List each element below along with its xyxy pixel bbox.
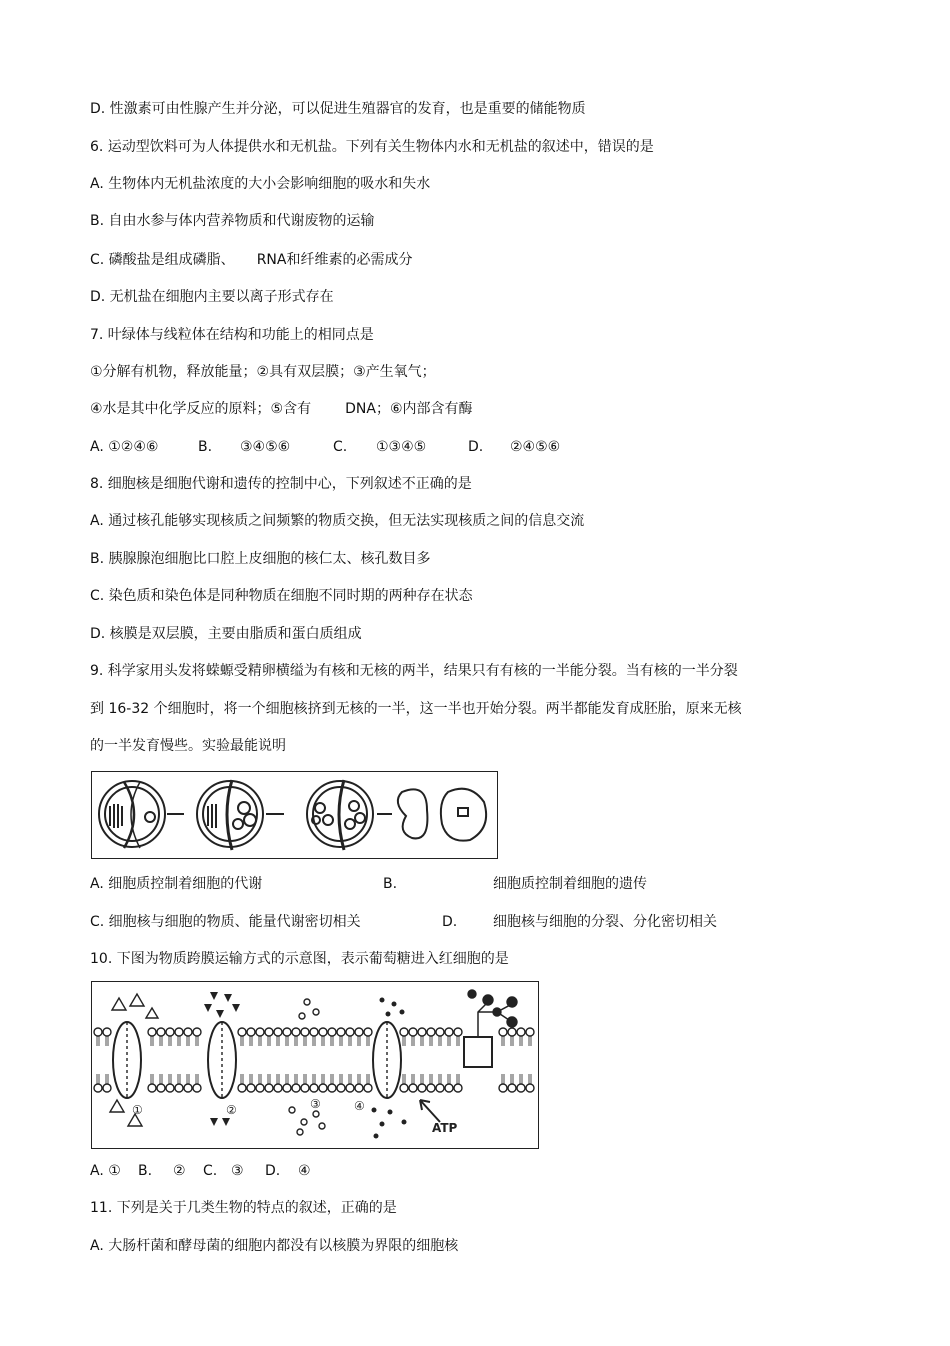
- option-6d: D. 无机盐在细胞内主要以离子形式存在: [90, 289, 334, 305]
- question-9-stem-2: 到 16-32 个细胞时，将一个细胞核挤到无核的一半，这一半也开始分裂。两半都能发育成胚胎，原来无核: [90, 701, 742, 717]
- option-7c: ①③④⑤: [376, 439, 427, 455]
- egg-experiment-figure: [91, 771, 498, 859]
- question-6-stem: 6. 运动型饮料可为人体提供水和无机盐。下列有关生物体内水和无机盐的叙述中，错误的是: [90, 139, 654, 155]
- atp-label: ATP: [432, 1121, 458, 1135]
- option-10b-letter: B.: [138, 1163, 153, 1179]
- label-4: ④: [354, 1099, 365, 1113]
- option-6c: [90, 251, 412, 269]
- question-9-stem-1: 9. 科学家用头发将蝾螈受精卵横缢为有核和无核的两半，结果只有有核的一半能分裂。当有核的一半分裂: [90, 663, 738, 679]
- option-7c-letter: C.: [333, 439, 348, 455]
- option-7d: ②④⑤⑥: [510, 439, 561, 455]
- option-10a: A. ①: [90, 1163, 121, 1179]
- option-8b: B. 胰腺腺泡细胞比口腔上皮细胞的核仁太、核孔数目多: [90, 551, 431, 567]
- option-8d: D. 核膜是双层膜，主要由脂质和蛋白质组成: [90, 626, 362, 642]
- glycoprotein-receptor: [464, 1037, 492, 1067]
- label-3: ③: [310, 1097, 321, 1111]
- option-10b: ②: [173, 1163, 186, 1179]
- option-10d: ④: [298, 1163, 311, 1179]
- option-10c: ③: [231, 1163, 244, 1179]
- membrane-transport-drawing: [92, 982, 538, 1148]
- option-5d: D. 性激素可由性腺产生并分泌，可以促进生殖器官的发育，也是重要的储能物质: [90, 101, 586, 117]
- option-8a: A. 通过核孔能够实现核质之间频繁的物质交换，但无法实现核质之间的信息交流: [90, 513, 585, 529]
- option-9d-letter: D.: [442, 914, 458, 930]
- egg-experiment-drawing: [92, 772, 497, 858]
- option-9c: C. 细胞核与细胞的物质、能量代谢密切相关: [90, 914, 361, 930]
- option-6a: A. 生物体内无机盐浓度的大小会影响细胞的吸水和失水: [90, 176, 431, 192]
- option-7b-letter: B.: [198, 439, 213, 455]
- option-6c-part1: C. 磷酸盐是组成磷脂、: [90, 252, 235, 268]
- option-9b-letter: B.: [383, 876, 398, 892]
- question-7-statements-2a: ④水是其中化学反应的原料；⑤含有: [90, 401, 312, 417]
- option-8c: C. 染色质和染色体是同种物质在细胞不同时期的两种存在状态: [90, 588, 473, 604]
- option-11a: A. 大肠杆菌和酵母菌的细胞内都没有以核膜为界限的细胞核: [90, 1238, 459, 1254]
- question-7-statements-1: ①分解有机物，释放能量；②具有双层膜；③产生氧气；: [90, 364, 436, 380]
- option-6c-part2: RNA和纤维素的必需成分: [256, 252, 413, 268]
- label-2: ②: [226, 1103, 237, 1117]
- option-7b: ③④⑤⑥: [240, 439, 291, 455]
- question-8-stem: 8. 细胞核是细胞代谢和遗传的控制中心，下列叙述不正确的是: [90, 476, 472, 492]
- question-11-stem: 11. 下列是关于几类生物的特点的叙述，正确的是: [90, 1200, 397, 1216]
- option-10d-letter: D.: [265, 1163, 281, 1179]
- option-9b: 细胞质控制着细胞的遗传: [493, 876, 647, 892]
- option-7d-letter: D.: [468, 439, 484, 455]
- question-7-stem: 7. 叶绿体与线粒体在结构和功能上的相同点是: [90, 327, 374, 343]
- label-1: ①: [132, 1103, 143, 1117]
- question-9-stem-3: 的一半发育慢些。实验最能说明: [90, 738, 286, 754]
- option-9a: A. 细胞质控制着细胞的代谢: [90, 876, 263, 892]
- option-6b: B. 自由水参与体内营养物质和代谢废物的运输: [90, 213, 375, 229]
- question-7-statements-2b: DNA；⑥内部含有酶: [345, 401, 473, 417]
- option-7a: A. ①②④⑥: [90, 439, 159, 455]
- option-9d: 细胞核与细胞的分裂、分化密切相关: [493, 914, 717, 930]
- option-10c-letter: C.: [203, 1163, 218, 1179]
- question-10-stem: 10. 下图为物质跨膜运输方式的示意图，表示葡萄糖进入红细胞的是: [90, 951, 509, 967]
- question-7-statements-2: [90, 400, 473, 418]
- membrane-transport-figure: [91, 981, 539, 1149]
